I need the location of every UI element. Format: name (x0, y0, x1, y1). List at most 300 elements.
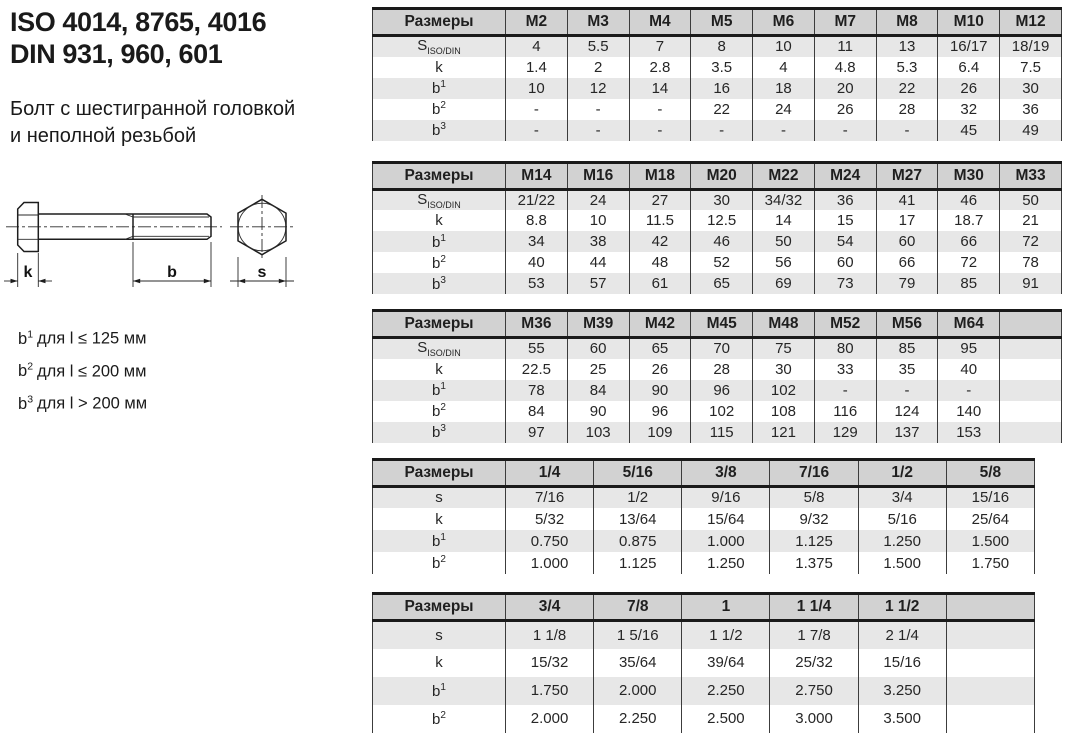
value-cell: 55 (506, 338, 568, 359)
value-cell: 5/16 (858, 508, 946, 530)
header-row (373, 9, 1062, 36)
value-cell: 1.250 (858, 530, 946, 552)
value-cell (1000, 359, 1062, 380)
table-row (373, 705, 1035, 733)
col-header-sizes: Размеры (373, 594, 506, 621)
col-header-3-4: 3/4 (506, 594, 594, 621)
subtitle-line-2: и неполной резьбой (10, 125, 197, 147)
value-cell: 85 (938, 273, 1000, 294)
table-row (373, 422, 1062, 443)
value-cell: 121 (753, 422, 815, 443)
value-cell: 2.250 (594, 705, 682, 733)
value-cell: 42 (629, 231, 691, 252)
row-label: $b^1$ (373, 231, 506, 252)
row-label: $S_{ISO/DIN}$ (373, 189, 506, 210)
row-label: $S_{ISO/DIN}$ (373, 36, 506, 57)
value-cell: 30 (1000, 78, 1062, 99)
value-cell: 28 (876, 99, 938, 120)
row-label: k (373, 508, 506, 530)
footnote-b2 (18, 353, 147, 386)
row-label: $b^2$ (373, 99, 506, 120)
value-cell: 26 (814, 99, 876, 120)
row-label: $b^1$ (373, 530, 506, 552)
col-header-5-8: 5/8 (946, 459, 1034, 486)
value-cell: 1/2 (594, 486, 682, 508)
value-cell: 2.250 (682, 677, 770, 705)
row-label: s (373, 486, 506, 508)
value-cell: 75 (753, 338, 815, 359)
value-cell: 1.500 (858, 552, 946, 574)
value-cell: 35/64 (594, 649, 682, 677)
value-cell (946, 677, 1034, 705)
value-cell: 97 (506, 422, 568, 443)
col-header-M14: M14 (506, 162, 568, 189)
col-header-M5: M5 (691, 9, 753, 36)
value-cell: 8 (691, 36, 753, 57)
footnote-text: для l > 200 мм (37, 394, 148, 413)
col-header-M2: M2 (506, 9, 568, 36)
value-cell: 22 (876, 78, 938, 99)
value-cell: 8.8 (506, 210, 568, 231)
header-row (373, 162, 1062, 189)
col-header-sizes: Размеры (373, 311, 506, 338)
value-cell: 61 (629, 273, 691, 294)
value-cell: 84 (506, 401, 568, 422)
value-cell: 3.000 (770, 705, 858, 733)
value-cell (1000, 401, 1062, 422)
table-row (373, 189, 1062, 210)
value-cell: 124 (876, 401, 938, 422)
value-cell: 6.4 (938, 57, 1000, 78)
row-label: $b^2$ (373, 252, 506, 273)
value-cell: 15 (814, 210, 876, 231)
header-row (373, 311, 1062, 338)
footnote-text: для l ≤ 125 мм (37, 329, 147, 348)
value-cell: 15/64 (682, 508, 770, 530)
value-cell: 21/22 (506, 189, 568, 210)
value-cell: 78 (506, 380, 568, 401)
value-cell: - (506, 120, 568, 141)
value-cell: 1.750 (946, 552, 1034, 574)
value-cell: 3.500 (858, 705, 946, 733)
col-header-M22: M22 (753, 162, 815, 189)
value-cell: 70 (691, 338, 753, 359)
metric-table-m36-m64 (372, 309, 1062, 443)
table-row (373, 621, 1035, 649)
table-host-metric-m2-m12 (372, 7, 1067, 141)
col-header-M20: M20 (691, 162, 753, 189)
value-cell: 14 (753, 210, 815, 231)
col-header-M36: M36 (506, 311, 568, 338)
dimension-tables-column (372, 7, 1067, 733)
row-label: $b^2$ (373, 705, 506, 733)
table-row (373, 99, 1062, 120)
col-header-M10: M10 (938, 9, 1000, 36)
value-cell: 140 (938, 401, 1000, 422)
col-header-1: 1 (682, 594, 770, 621)
col-header-1-1-4: 1 1/4 (770, 594, 858, 621)
row-label: $b^3$ (373, 120, 506, 141)
value-cell: 2.750 (770, 677, 858, 705)
footnote-text: для l ≤ 200 мм (37, 362, 147, 380)
value-cell: 0.875 (594, 530, 682, 552)
value-cell: 35 (876, 359, 938, 380)
value-cell: 60 (814, 252, 876, 273)
value-cell: 49 (1000, 120, 1062, 141)
value-cell: 108 (753, 401, 815, 422)
value-cell: 9/16 (682, 486, 770, 508)
col-header-M16: M16 (567, 162, 629, 189)
value-cell: 116 (814, 401, 876, 422)
value-cell: 1.375 (770, 552, 858, 574)
table-row (373, 508, 1035, 530)
value-cell: - (567, 120, 629, 141)
value-cell: 32 (938, 99, 1000, 120)
value-cell: 17 (876, 210, 938, 231)
col-header-5-16: 5/16 (594, 459, 682, 486)
row-label: $b^3$ (373, 273, 506, 294)
value-cell: 102 (753, 380, 815, 401)
value-cell: 18/19 (1000, 36, 1062, 57)
value-cell: 34 (506, 231, 568, 252)
table-row (373, 380, 1062, 401)
value-cell: 103 (567, 422, 629, 443)
value-cell: 69 (753, 273, 815, 294)
s-arrow-right (279, 279, 286, 283)
value-cell: - (938, 380, 1000, 401)
value-cell: 41 (876, 189, 938, 210)
col-header-M24: M24 (814, 162, 876, 189)
col-header-M30: M30 (938, 162, 1000, 189)
s-arrow-left (238, 279, 245, 283)
value-cell: 16 (691, 78, 753, 99)
col-header-M33: M33 (1000, 162, 1062, 189)
value-cell: - (629, 99, 691, 120)
value-cell: - (506, 99, 568, 120)
value-cell: 25 (567, 359, 629, 380)
footnote-b1 (18, 320, 147, 353)
page-subtitle (10, 96, 295, 150)
row-label: s (373, 621, 506, 649)
header-row (373, 594, 1035, 621)
value-cell: 24 (567, 189, 629, 210)
value-cell: 84 (567, 380, 629, 401)
table-row (373, 401, 1062, 422)
col-header-M7: M7 (814, 9, 876, 36)
value-cell: 27 (629, 189, 691, 210)
col-header-M48: M48 (753, 311, 815, 338)
row-label: $b^3$ (373, 422, 506, 443)
value-cell: 7/16 (506, 486, 594, 508)
table-host-inch-small (372, 458, 1067, 575)
value-cell: 33 (814, 359, 876, 380)
value-cell: 90 (567, 401, 629, 422)
col-header-empty (1000, 311, 1062, 338)
col-header-1-4: 1/4 (506, 459, 594, 486)
value-cell: 12.5 (691, 210, 753, 231)
subtitle-line-1: Болт с шестигранной головкой (10, 98, 296, 120)
value-cell: 2.500 (682, 705, 770, 733)
value-cell (1000, 338, 1062, 359)
col-header-M27: M27 (876, 162, 938, 189)
value-cell: 13/64 (594, 508, 682, 530)
table-row (373, 649, 1035, 677)
footnote-symbol: $b^3$ (18, 393, 34, 413)
value-cell: 96 (629, 401, 691, 422)
value-cell: 44 (567, 252, 629, 273)
value-cell: 14 (629, 78, 691, 99)
value-cell: 10 (567, 210, 629, 231)
value-cell: 65 (691, 273, 753, 294)
dim-label-s: s (257, 264, 267, 281)
value-cell: 79 (876, 273, 938, 294)
value-cell: - (753, 120, 815, 141)
value-cell: 72 (1000, 231, 1062, 252)
value-cell: - (876, 120, 938, 141)
value-cell: 153 (938, 422, 1000, 443)
col-header-M18: M18 (629, 162, 691, 189)
value-cell: 46 (691, 231, 753, 252)
value-cell: 1.000 (682, 530, 770, 552)
value-cell: - (567, 99, 629, 120)
value-cell: 56 (753, 252, 815, 273)
value-cell: 40 (938, 359, 1000, 380)
value-cell: 10 (506, 78, 568, 99)
value-cell: 66 (938, 231, 1000, 252)
value-cell: 137 (876, 422, 938, 443)
value-cell: 3.5 (691, 57, 753, 78)
value-cell: 1.250 (682, 552, 770, 574)
value-cell: - (629, 120, 691, 141)
table-row (373, 552, 1035, 574)
value-cell: - (814, 380, 876, 401)
col-header-M45: M45 (691, 311, 753, 338)
value-cell: 22 (691, 99, 753, 120)
value-cell: 1 5/16 (594, 621, 682, 649)
value-cell: 1 1/2 (682, 621, 770, 649)
value-cell: 50 (1000, 189, 1062, 210)
col-header-M64: M64 (938, 311, 1000, 338)
header-row (373, 459, 1035, 486)
value-cell: 1.4 (506, 57, 568, 78)
footnote-b3 (18, 385, 147, 418)
value-cell: 2 1/4 (858, 621, 946, 649)
row-label: $S_{ISO/DIN}$ (373, 338, 506, 359)
col-header-empty (946, 594, 1034, 621)
value-cell: 9/32 (770, 508, 858, 530)
value-cell: 3/4 (858, 486, 946, 508)
value-cell: 46 (938, 189, 1000, 210)
value-cell: 72 (938, 252, 1000, 273)
row-label: $b^2$ (373, 401, 506, 422)
table-row (373, 120, 1062, 141)
value-cell: 50 (753, 231, 815, 252)
value-cell: 12 (567, 78, 629, 99)
col-header-sizes: Размеры (373, 459, 506, 486)
value-cell: 26 (938, 78, 1000, 99)
row-label: k (373, 210, 506, 231)
value-cell (1000, 422, 1062, 443)
table-host-metric-m36-m64 (372, 309, 1067, 443)
table-host-metric-m14-m33 (372, 161, 1067, 295)
value-cell: 2 (567, 57, 629, 78)
value-cell: 66 (876, 252, 938, 273)
row-label: k (373, 649, 506, 677)
value-cell: 45 (938, 120, 1000, 141)
metric-table-m14-m33 (372, 161, 1062, 295)
col-header-M56: M56 (876, 311, 938, 338)
title-din: DIN 931, 960, 601 (10, 39, 223, 69)
table-row (373, 210, 1062, 231)
footnotes (18, 320, 147, 418)
b-arrow-left (133, 279, 140, 283)
table-row (373, 78, 1062, 99)
value-cell (1000, 380, 1062, 401)
value-cell: 15/32 (506, 649, 594, 677)
title-block (10, 6, 295, 150)
value-cell: 11.5 (629, 210, 691, 231)
value-cell: 21 (1000, 210, 1062, 231)
value-cell: 2.000 (506, 705, 594, 733)
col-header-3-8: 3/8 (682, 459, 770, 486)
value-cell (946, 621, 1034, 649)
dim-label-b: b (167, 264, 177, 281)
value-cell: 53 (506, 273, 568, 294)
table-row (373, 486, 1035, 508)
k-arrow-right (38, 279, 45, 283)
value-cell: 60 (876, 231, 938, 252)
table-row (373, 252, 1062, 273)
value-cell: 1 1/8 (506, 621, 594, 649)
table-row (373, 36, 1062, 57)
col-header-sizes: Размеры (373, 162, 506, 189)
value-cell: 13 (876, 36, 938, 57)
value-cell: 65 (629, 338, 691, 359)
value-cell: 7.5 (1000, 57, 1062, 78)
row-label: $b^2$ (373, 552, 506, 574)
value-cell: 36 (814, 189, 876, 210)
value-cell: 91 (1000, 273, 1062, 294)
value-cell: 96 (691, 380, 753, 401)
inch-table-1-4-to-5-8 (372, 458, 1035, 575)
col-header-M8: M8 (876, 9, 938, 36)
value-cell: 1 7/8 (770, 621, 858, 649)
value-cell: 129 (814, 422, 876, 443)
value-cell: 4 (753, 57, 815, 78)
row-label: $b^1$ (373, 677, 506, 705)
inch-table-3-4-to-1-1-2 (372, 592, 1035, 733)
row-label: k (373, 57, 506, 78)
value-cell: 102 (691, 401, 753, 422)
value-cell: 5.5 (567, 36, 629, 57)
value-cell: 28 (691, 359, 753, 380)
value-cell: 115 (691, 422, 753, 443)
col-header-7-16: 7/16 (770, 459, 858, 486)
footnote-symbol: $b^1$ (18, 328, 34, 348)
col-header-1-2: 1/2 (858, 459, 946, 486)
value-cell: 4 (506, 36, 568, 57)
table-row (373, 273, 1062, 294)
value-cell: 60 (567, 338, 629, 359)
value-cell: 11 (814, 36, 876, 57)
table-row (373, 677, 1035, 705)
value-cell: 80 (814, 338, 876, 359)
value-cell: 5.3 (876, 57, 938, 78)
footnote-symbol: $b^2$ (18, 360, 34, 380)
value-cell: 95 (938, 338, 1000, 359)
row-label: $b^1$ (373, 78, 506, 99)
value-cell: 2.000 (594, 677, 682, 705)
value-cell: 48 (629, 252, 691, 273)
value-cell: - (876, 380, 938, 401)
value-cell: 90 (629, 380, 691, 401)
value-cell: 18.7 (938, 210, 1000, 231)
value-cell: 18 (753, 78, 815, 99)
metric-table-m2-m12 (372, 7, 1062, 141)
value-cell: 10 (753, 36, 815, 57)
col-header-M39: M39 (567, 311, 629, 338)
value-cell: 1.500 (946, 530, 1034, 552)
value-cell: 30 (691, 189, 753, 210)
col-header-M4: M4 (629, 9, 691, 36)
value-cell: 5/32 (506, 508, 594, 530)
value-cell: 25/32 (770, 649, 858, 677)
value-cell (946, 649, 1034, 677)
value-cell: 78 (1000, 252, 1062, 273)
value-cell: 54 (814, 231, 876, 252)
value-cell: 3.250 (858, 677, 946, 705)
value-cell: 24 (753, 99, 815, 120)
value-cell: 5/8 (770, 486, 858, 508)
value-cell: 1.000 (506, 552, 594, 574)
value-cell: 26 (629, 359, 691, 380)
value-cell: 22.5 (506, 359, 568, 380)
value-cell: 0.750 (506, 530, 594, 552)
table-host-inch-large (372, 592, 1067, 733)
value-cell: 85 (876, 338, 938, 359)
table-row (373, 231, 1062, 252)
dim-label-k: k (23, 264, 33, 281)
col-header-M12: M12 (1000, 9, 1062, 36)
col-header-M52: M52 (814, 311, 876, 338)
col-header-7-8: 7/8 (594, 594, 682, 621)
value-cell: 57 (567, 273, 629, 294)
value-cell: - (691, 120, 753, 141)
value-cell: 39/64 (682, 649, 770, 677)
value-cell: 73 (814, 273, 876, 294)
bolt-technical-drawing (0, 190, 330, 305)
col-header-M42: M42 (629, 311, 691, 338)
value-cell: - (814, 120, 876, 141)
value-cell: 15/16 (946, 486, 1034, 508)
value-cell: 38 (567, 231, 629, 252)
value-cell: 4.8 (814, 57, 876, 78)
value-cell: 2.8 (629, 57, 691, 78)
value-cell: 16/17 (938, 36, 1000, 57)
value-cell: 20 (814, 78, 876, 99)
value-cell: 34/32 (753, 189, 815, 210)
col-header-sizes: Размеры (373, 9, 506, 36)
table-row (373, 57, 1062, 78)
table-row (373, 530, 1035, 552)
col-header-M3: M3 (567, 9, 629, 36)
value-cell: 52 (691, 252, 753, 273)
value-cell: 25/64 (946, 508, 1034, 530)
col-header-M6: M6 (753, 9, 815, 36)
value-cell: 7 (629, 36, 691, 57)
row-label: $b^1$ (373, 380, 506, 401)
value-cell: 1.750 (506, 677, 594, 705)
